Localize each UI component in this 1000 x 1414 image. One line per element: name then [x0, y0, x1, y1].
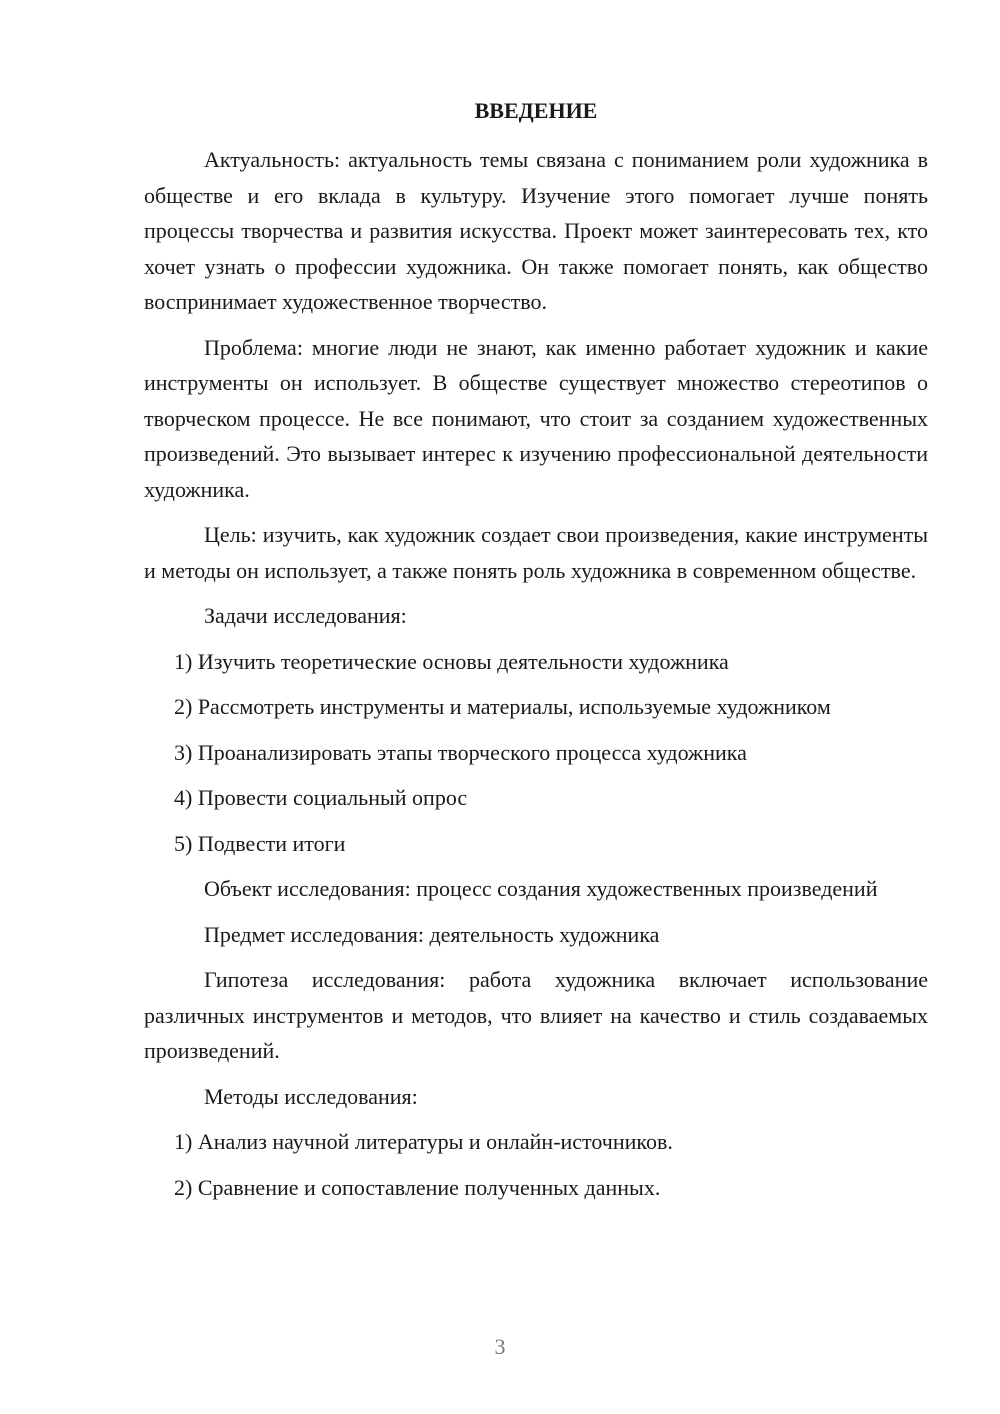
relevance-paragraph: Актуальность: актуальность темы связана с пониманием роли художника в обществе и его вклада в культуру. Изучение этого помогает лучше понять процессы творчества и развития искусства. Проект может заинтересовать тех, кто хочет узнать о профессии художника. Он также помогает понять, как общество воспринимает художественное творчество.	[144, 147, 928, 314]
goal-paragraph: Цель: изучить, как художник создает свои произведения, какие инструменты и методы он использует, а также понять роль художника в современном обществе.	[144, 522, 928, 583]
page-number: 3	[494, 1334, 506, 1359]
task-item: 4) Провести социальный опрос	[174, 785, 468, 810]
tasks-heading: Задачи исследования:	[204, 603, 407, 628]
hypothesis-paragraph: Гипотеза исследования: работа художника включает использование различных инструментов и методов, что влияет на качество и стиль создаваемых произведений.	[144, 967, 928, 1063]
document-body	[144, 142, 928, 1215]
task-item: 3) Проанализировать этапы творческого процесса художника	[174, 739, 747, 765]
subject-paragraph: Предмет исследования: деятельность художника	[204, 921, 660, 947]
task-item: 2) Рассмотреть инструменты и материалы, используемые художником	[174, 694, 831, 719]
problem-paragraph: Проблема: многие люди не знают, как именно работает художник и какие инструменты он использует. В обществе существует множество стереотипов о творческом процессе. Не все понимают, что стоит за созданием художественных произведений. Это вызывает интерес к изучению профессиональной деятельности художника.	[144, 334, 928, 502]
method-item: 1) Анализ научной литературы и онлайн-источников.	[174, 1129, 673, 1154]
task-item: 5) Подвести итоги	[174, 830, 346, 856]
object-paragraph: Объект исследования: процесс создания художественных произведений	[204, 876, 878, 901]
task-item: 1) Изучить теоретические основы деятельности художника	[174, 648, 729, 674]
method-item: 2) Сравнение и сопоставление полученных данных.	[174, 1174, 661, 1200]
page-title: ВВЕДЕНИЕ	[474, 98, 598, 123]
methods-heading: Методы исследования:	[204, 1083, 418, 1109]
